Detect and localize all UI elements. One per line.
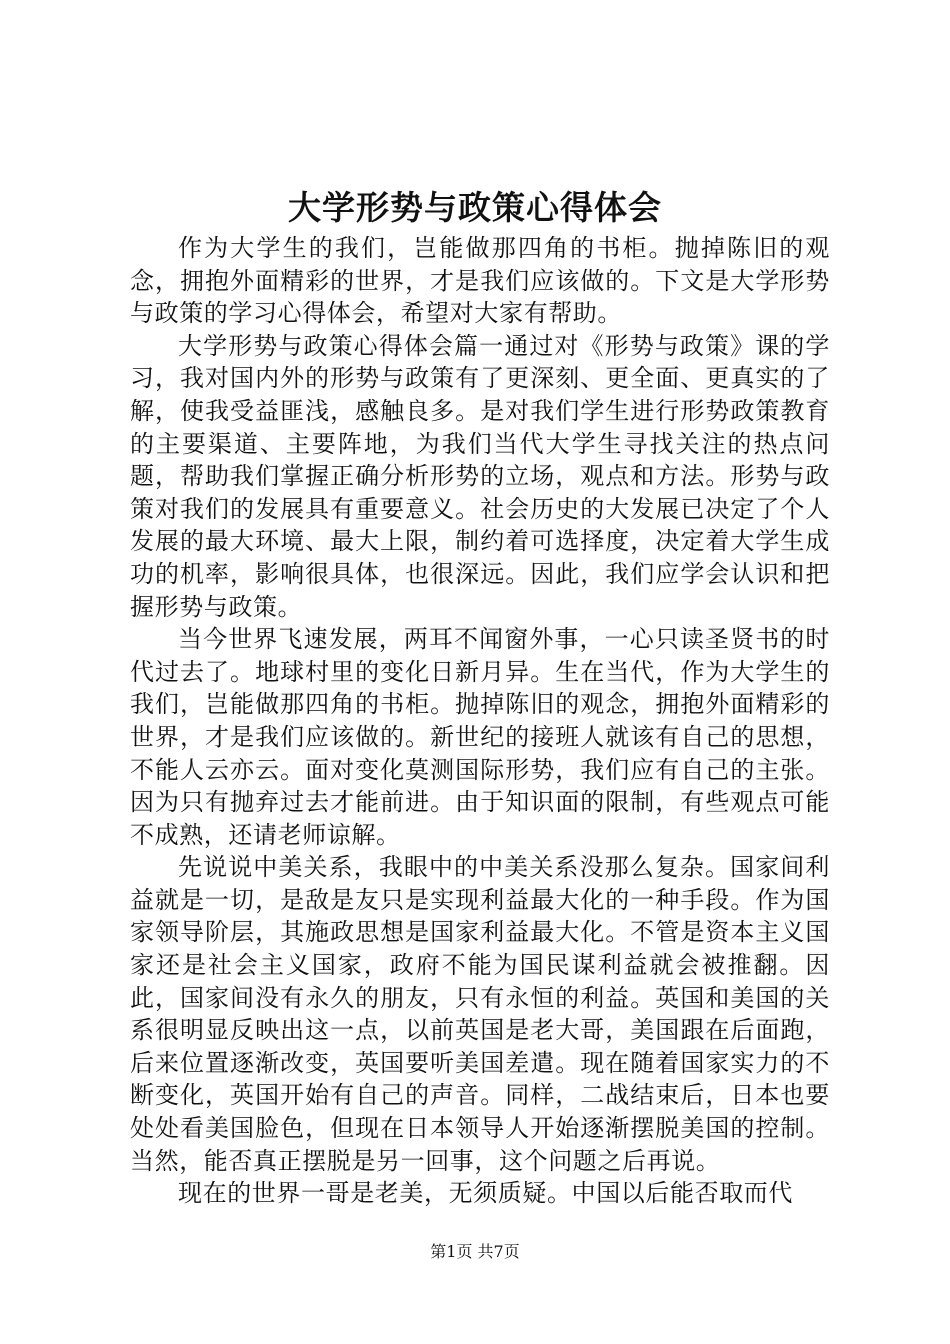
paragraph: 大学形势与政策心得体会篇一通过对《形势与政策》课的学习，我对国内外的形势与政策有了更深刻、更全面、更真实的了解，使我受益匪浅，感触良多。是对我们学生进行形势政策教育的主要渠道、主要阵地，为我们当代大学生寻找关注的热点问题，帮助我们掌握正确分析形势的立场，观点和方法。形势与政策对我们的发展具有重要意义。社会历史的大发展已决定了个人发展的最大环境、最大上限，制约着可选择度，决定着大学生成功的机率，影响很具体，也很深远。因此，我们应学会认识和把握形势与政策。 <box>130 331 830 621</box>
paragraph: 作为大学生的我们，岂能做那四角的书柜。抛掉陈旧的观念，拥抱外面精彩的世界，才是我们应该做的。下文是大学形势与政策的学习心得体会，希望对大家有帮助。 <box>130 234 830 328</box>
paragraph: 先说说中美关系，我眼中的中美关系没那么复杂。国家间利益就是一切，是敌是友只是实现利益最大化的一种手段。作为国家领导阶层，其施政思想是国家利益最大化。不管是资本主义国家还是社会主义国家，政府不能为国民谋利益就会被推翻。因此，国家间没有永久的朋友，只有永恒的利益。英国和美国的关系很明显反映出这一点，以前英国是老大哥，美国跟在后面跑，后来位置逐渐改变，英国要听美国差遣。现在随着国家实力的不断变化，英国开始有自己的声音。同样，二战结束后，日本也要处处看美国脸色，但现在日本领导人开始逐渐摆脱美国的控制。当然，能否真正摆脱是另一回事，这个问题之后再说。 <box>130 853 830 1175</box>
page-number-footer: 第1页 共7页 <box>430 1242 520 1261</box>
paragraph: 当今世界飞速发展，两耳不闻窗外事，一心只读圣贤书的时代过去了。地球村里的变化日新月异。生在当代，作为大学生的我们，岂能做那四角的书柜。抛掉陈旧的观念，拥抱外面精彩的世界，才是我们应该做的。新世纪的接班人就该有自己的思想，不能人云亦云。面对变化莫测国际形势，我们应有自己的主张。因为只有抛弃过去才能前进。由于知识面的限制，有些观点可能不成熟，还请老师谅解。 <box>130 625 830 849</box>
document-body <box>130 232 830 1210</box>
document-title: 大学形势与政策心得体会 <box>288 188 662 227</box>
paragraph: 现在的世界一哥是老美，无须质疑。中国以后能否取而代 <box>178 1179 793 1208</box>
